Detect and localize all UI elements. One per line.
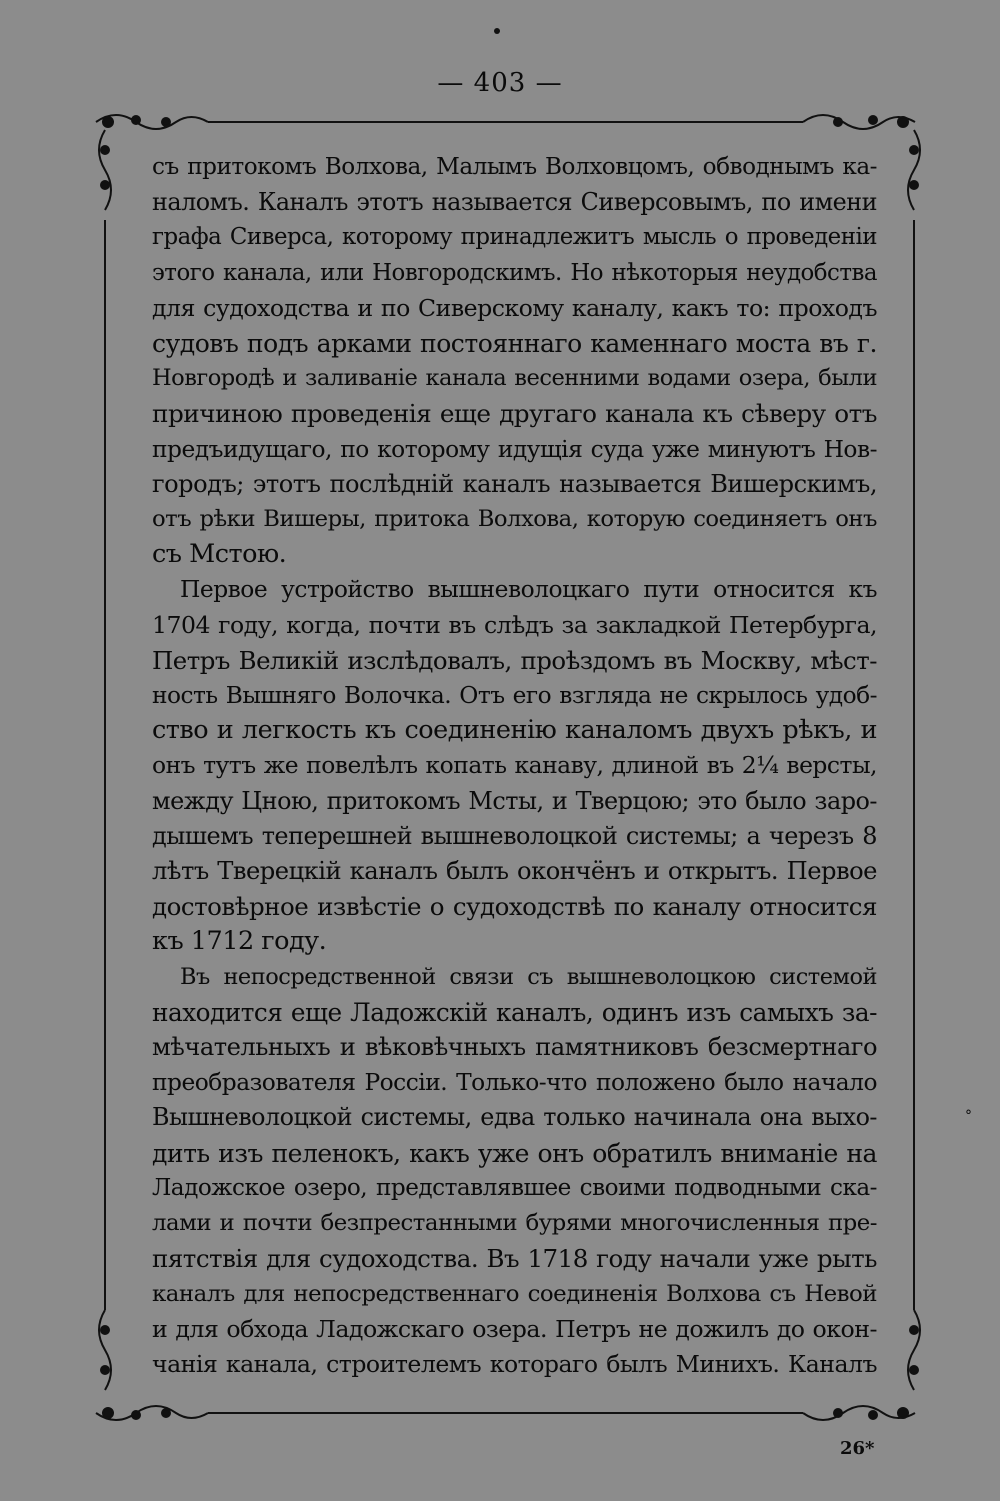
text-line: для судоходства и по Сиверскому каналу, какъ то: проходъ <box>152 293 877 322</box>
page-number: — 403 — <box>437 68 563 98</box>
text-line: наломъ. Каналъ этотъ называется Сиверсовымъ, по имени <box>152 188 877 217</box>
body-text <box>152 150 877 1382</box>
text-line: Петръ Великій изслѣдовалъ, проѣздомъ въ Москву, мѣст- <box>152 645 877 675</box>
text-line: преобразователя Россіи. Только-что положено было начало <box>152 1069 877 1097</box>
paragraph-2 <box>152 572 877 959</box>
text-line: и для обхода Ладожскаго озера. Петръ не дожилъ до окон- <box>152 1314 877 1343</box>
paragraph-1 <box>152 150 877 572</box>
text-line: между Цною, притокомъ Мсты, и Тверцою; это было заро- <box>152 786 877 815</box>
text-line: Ладожское озеро, представлявшее своими подводными ска- <box>152 1174 877 1201</box>
text-line: судовъ подъ арками постояннаго каменнаго моста въ г. <box>152 329 877 359</box>
text-line: достовѣрное извѣстіе о судоходствѣ по каналу относится <box>152 892 877 922</box>
text-line: Новгородѣ и заливаніе канала весенними водами озера, были <box>152 365 877 392</box>
text-line: онъ тутъ же повелѣлъ копать канаву, длиной въ 2¼ версты, <box>152 751 877 780</box>
text-line: этого канала, или Новгородскимъ. Но нѣкоторыя неудобства <box>152 259 877 286</box>
text-line: отъ рѣки Вишеры, притока Волхова, которую соединяетъ онъ <box>152 506 877 533</box>
text-line: съ притокомъ Волхова, Малымъ Волховцомъ, обводнымъ ка- <box>152 154 877 180</box>
text-line: Вышневолоцкой системы, едва только начинала она выхо- <box>152 1103 877 1132</box>
text-line: мѣчательныхъ и вѣковѣчныхъ памятниковъ безсмертнаго <box>152 1033 877 1062</box>
text-line: лами и почти безпрестанными бурями многочисленныя пре- <box>152 1210 877 1237</box>
text-line: съ Мстою. <box>152 539 287 570</box>
text-line: находится еще Ладожскій каналъ, одинъ изъ самыхъ за- <box>152 997 877 1027</box>
text-line: причиною проведенія еще другаго канала къ сѣверу отъ <box>152 399 877 429</box>
text-line: ство и легкость къ соединенію каналомъ двухъ рѣкъ, и <box>152 715 877 746</box>
text-line: Первое устройство вышневолоцкаго пути относится къ <box>180 575 877 604</box>
signature-mark: 26* <box>840 1438 875 1459</box>
text-line: чанія канала, строителемъ котораго былъ Минихъ. Каналъ <box>152 1349 877 1378</box>
text-line: Въ непосредственной связи съ вышневолоцкою системой <box>180 963 877 990</box>
text-line: къ 1712 году. <box>152 926 327 957</box>
text-line: городъ; этотъ послѣдній каналъ называется Вишерскимъ, <box>152 469 877 498</box>
text-line: ность Вышняго Волочка. Отъ его взгляда не скрылось удоб- <box>152 682 877 710</box>
text-line: графа Сиверса, которому принадлежитъ мысль о проведеніи <box>152 224 877 251</box>
text-line: каналъ для непосредственнаго соединенія Волхова съ Невой <box>152 1280 877 1307</box>
paragraph-3 <box>152 960 877 1382</box>
text-line: дышемъ теперешней вышневолоцкой системы; а черезъ 8 <box>152 821 877 850</box>
stray-mark: ° <box>965 1108 972 1124</box>
text-line: 1704 году, когда, почти въ слѣдъ за закладкой Петербурга, <box>152 610 877 639</box>
text-line: пятствія для судоходства. Въ 1718 году начали уже рыть <box>152 1244 877 1274</box>
text-line: предъидущаго, по которому идущія суда уже минуютъ Нов- <box>152 434 877 463</box>
ink-dot <box>494 28 500 34</box>
text-line: дить изъ пеленокъ, какъ уже онъ обратилъ вниманіе на <box>152 1138 877 1168</box>
text-line: лѣтъ Тверецкій каналъ былъ окончёнъ и открытъ. Первое <box>152 857 877 886</box>
